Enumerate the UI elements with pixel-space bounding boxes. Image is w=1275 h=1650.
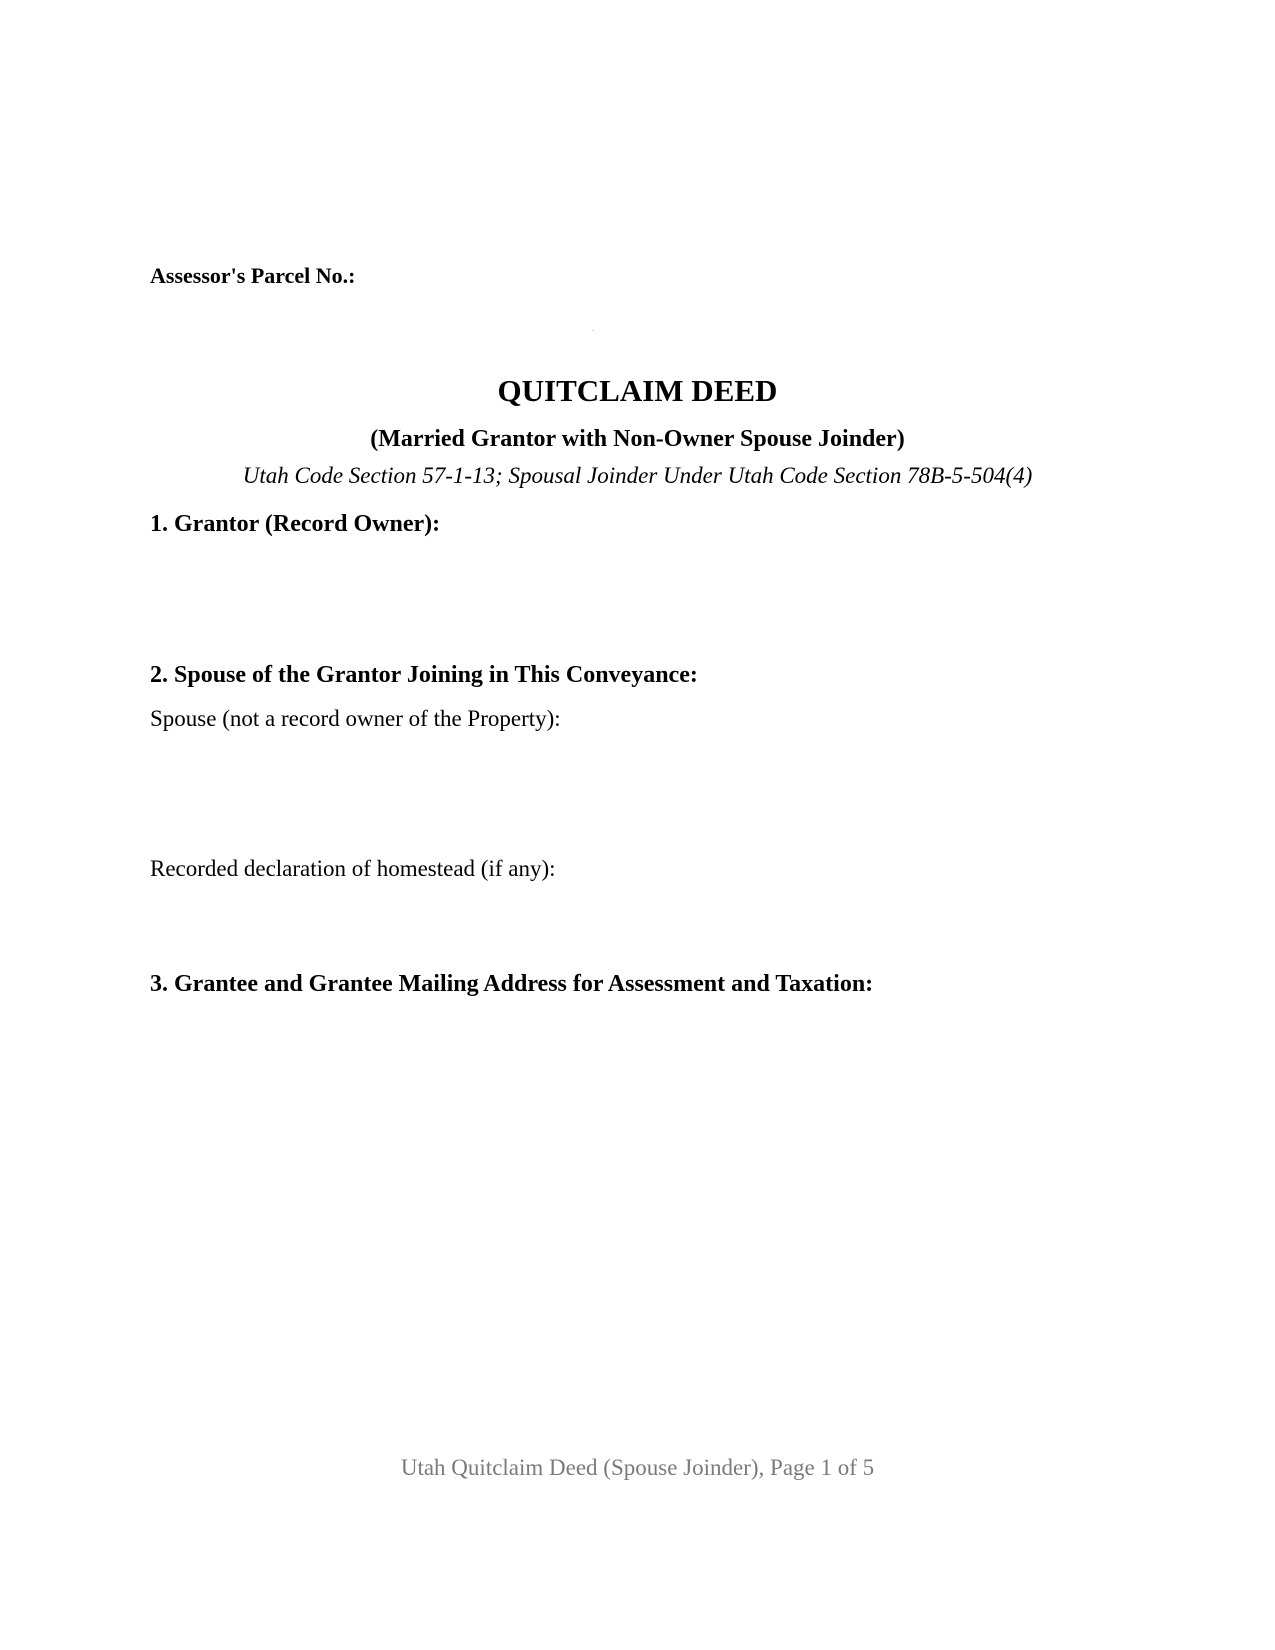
page-footer: Utah Quitclaim Deed (Spouse Joinder), Page 1 of 5 — [400, 1455, 875, 1480]
stray-mark — [592, 330, 594, 331]
spouse-label: Spouse (not a record owner of the Property): — [150, 706, 561, 731]
document-title: QUITCLAIM DEED — [497, 373, 778, 408]
section-grantee-heading: 3. Grantee and Grantee Mailing Address for Assessment and Taxation: — [150, 971, 874, 997]
homestead-declaration-label: Recorded declaration of homestead (if any): — [150, 856, 556, 881]
section-grantor-heading: 1. Grantor (Record Owner): — [150, 511, 441, 537]
document-subtitle: (Married Grantor with Non-Owner Spouse Joinder) — [370, 426, 905, 452]
statute-citation: Utah Code Section 57-1-13; Spousal Joinder Under Utah Code Section 78B-5-504(4) — [242, 463, 1033, 488]
section-spouse-heading: 2. Spouse of the Grantor Joining in This Conveyance: — [150, 662, 698, 688]
parcel-number-label: Assessor's Parcel No.: — [150, 263, 356, 288]
